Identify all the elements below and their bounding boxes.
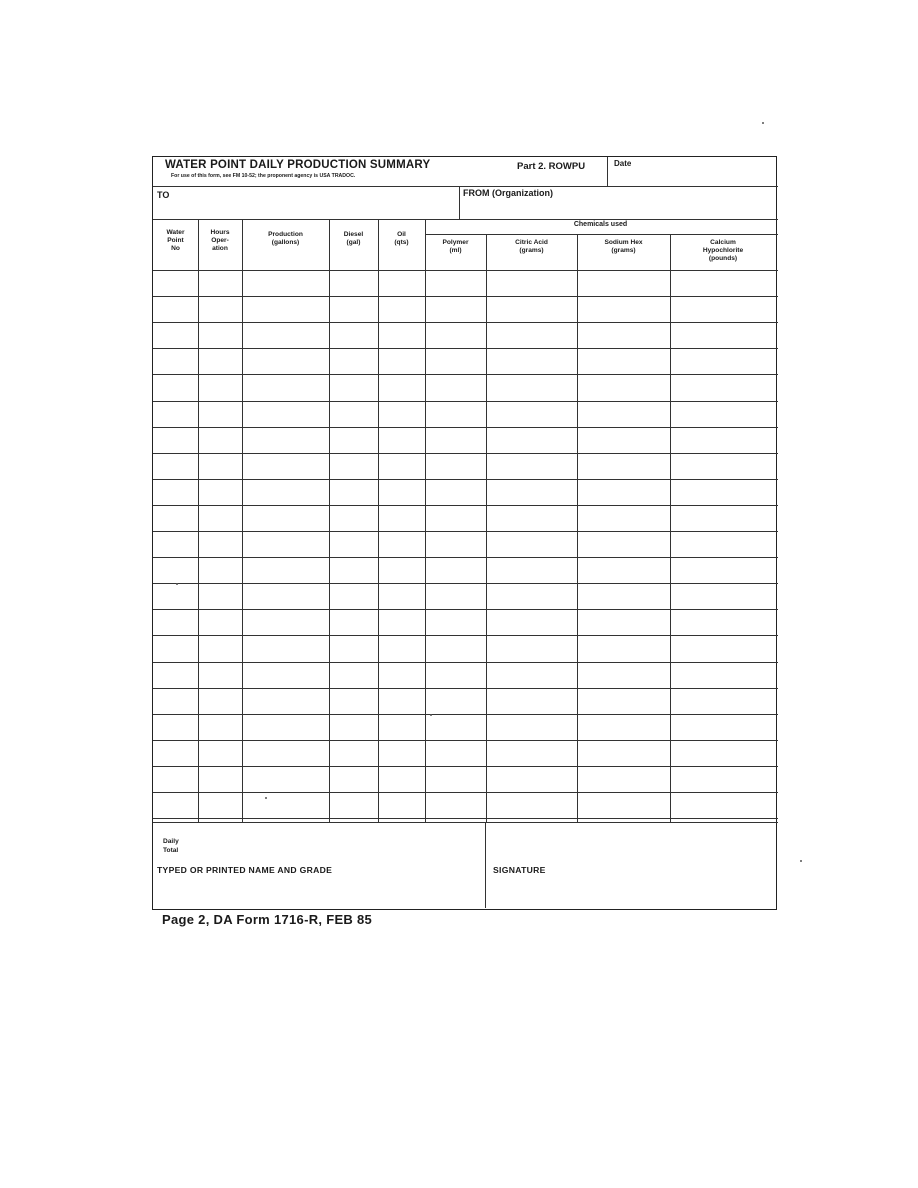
form-cell-polymer[interactable] [425, 296, 486, 322]
page-footer: Page 2, DA Form 1716-R, FEB 85 [162, 912, 373, 927]
form-cell-water-point-no[interactable] [153, 348, 198, 374]
form-cell-hours-operation[interactable] [198, 348, 242, 374]
form-cell-citric-acid[interactable] [486, 662, 577, 688]
form-cell-sodium-hex[interactable] [577, 635, 670, 661]
form-cell-calcium-hypochlorite[interactable] [670, 609, 776, 635]
form-cell-citric-acid[interactable] [486, 714, 577, 740]
daily-total-line-1: Daily [163, 838, 179, 845]
form-cell-sodium-hex[interactable] [577, 322, 670, 348]
form-cell-water-point-no[interactable] [153, 322, 198, 348]
form-cell-sodium-hex[interactable] [577, 557, 670, 583]
form-cell-sodium-hex[interactable] [577, 374, 670, 400]
form-cell-citric-acid[interactable] [486, 557, 577, 583]
form-cell-water-point-no[interactable] [153, 688, 198, 714]
form-cell-calcium-hypochlorite[interactable] [670, 583, 776, 609]
form-subtitle: For use of this form, see FM 10-52; the proponent agency is USA TRADOC. [171, 173, 356, 179]
column-header-line: (grams) [519, 247, 544, 254]
form-cell-calcium-hypochlorite[interactable] [670, 792, 776, 818]
form-cell-sodium-hex[interactable] [577, 401, 670, 427]
form-cell-water-point-no[interactable] [153, 635, 198, 661]
form-cell-polymer[interactable] [425, 688, 486, 714]
form-cell-polymer[interactable] [425, 662, 486, 688]
form-cell-oil[interactable] [378, 609, 425, 635]
form-cell-diesel[interactable] [329, 609, 378, 635]
form-cell-hours-operation[interactable] [198, 792, 242, 818]
column-header-line: Production [268, 231, 303, 238]
form-cell-water-point-no[interactable] [153, 479, 198, 505]
to-from-split [459, 186, 460, 219]
form-cell-citric-acid[interactable] [486, 374, 577, 400]
form-cell-hours-operation[interactable] [198, 609, 242, 635]
form-cell-citric-acid[interactable] [486, 401, 577, 427]
form-cell-oil[interactable] [378, 453, 425, 479]
form-cell-production[interactable] [242, 714, 329, 740]
column-header-line: (ml) [449, 247, 462, 254]
form-cell-production[interactable] [242, 635, 329, 661]
form-cell-water-point-no[interactable] [153, 557, 198, 583]
form-cell-hours-operation[interactable] [198, 427, 242, 453]
form-cell-polymer[interactable] [425, 374, 486, 400]
form-cell-polymer[interactable] [425, 714, 486, 740]
table-bottom-line [153, 822, 778, 823]
column-header-line: ation [212, 245, 228, 252]
form-cell-production[interactable] [242, 348, 329, 374]
form-cell-diesel[interactable] [329, 322, 378, 348]
form-cell-hours-operation[interactable] [198, 662, 242, 688]
form-cell-hours-operation[interactable] [198, 714, 242, 740]
form-cell-polymer[interactable] [425, 348, 486, 374]
form-cell-hours-operation[interactable] [198, 635, 242, 661]
form-cell-polymer[interactable] [425, 766, 486, 792]
form-cell-oil[interactable] [378, 270, 425, 296]
form-cell-sodium-hex[interactable] [577, 609, 670, 635]
form-cell-diesel[interactable] [329, 714, 378, 740]
title-divider [153, 186, 778, 187]
form-cell-production[interactable] [242, 792, 329, 818]
form-cell-calcium-hypochlorite[interactable] [670, 714, 776, 740]
form-cell-polymer[interactable] [425, 453, 486, 479]
scan-speck [430, 714, 432, 716]
column-header-line: (pounds) [708, 255, 738, 262]
scan-speck [800, 860, 802, 862]
form-cell-oil[interactable] [378, 479, 425, 505]
form-cell-calcium-hypochlorite[interactable] [670, 766, 776, 792]
form-cell-diesel[interactable] [329, 688, 378, 714]
form-cell-hours-operation[interactable] [198, 531, 242, 557]
form-cell-sodium-hex[interactable] [577, 296, 670, 322]
column-header-line: No [171, 245, 180, 252]
form-cell-polymer[interactable] [425, 427, 486, 453]
form-cell-oil[interactable] [378, 401, 425, 427]
form-cell-production[interactable] [242, 766, 329, 792]
form-cell-oil[interactable] [378, 662, 425, 688]
form-cell-oil[interactable] [378, 792, 425, 818]
form-cell-oil[interactable] [378, 505, 425, 531]
form-cell-citric-acid[interactable] [486, 740, 577, 766]
chemicals-used-header: Chemicals used [573, 221, 628, 228]
form-cell-sodium-hex[interactable] [577, 505, 670, 531]
form-cell-production[interactable] [242, 583, 329, 609]
form-cell-hours-operation[interactable] [198, 688, 242, 714]
form-cell-citric-acid[interactable] [486, 609, 577, 635]
form-cell-calcium-hypochlorite[interactable] [670, 348, 776, 374]
column-header-line: (qts) [394, 239, 409, 246]
form-cell-diesel[interactable] [329, 766, 378, 792]
form-cell-diesel[interactable] [329, 479, 378, 505]
form-cell-oil[interactable] [378, 714, 425, 740]
form-cell-water-point-no[interactable] [153, 296, 198, 322]
form-cell-oil[interactable] [378, 557, 425, 583]
form-cell-production[interactable] [242, 401, 329, 427]
column-line [425, 219, 426, 234]
form-cell-oil[interactable] [378, 766, 425, 792]
form-cell-polymer[interactable] [425, 505, 486, 531]
form-cell-hours-operation[interactable] [198, 270, 242, 296]
form-cell-diesel[interactable] [329, 427, 378, 453]
column-header-diesel [329, 231, 378, 247]
form-cell-production[interactable] [242, 453, 329, 479]
column-header-line: Calcium [710, 239, 736, 246]
form-cell-hours-operation[interactable] [198, 401, 242, 427]
form-cell-sodium-hex[interactable] [577, 740, 670, 766]
scan-speck [265, 797, 267, 799]
form-cell-polymer[interactable] [425, 792, 486, 818]
scan-speck [176, 583, 178, 585]
column-header-citric-acid [486, 239, 577, 255]
form-title: WATER POINT DAILY PRODUCTION SUMMARY [165, 159, 431, 171]
form-cell-hours-operation[interactable] [198, 453, 242, 479]
form-cell-citric-acid[interactable] [486, 348, 577, 374]
form-cell-citric-acid[interactable] [486, 427, 577, 453]
form-cell-sodium-hex[interactable] [577, 270, 670, 296]
form-cell-oil[interactable] [378, 635, 425, 661]
form-cell-oil[interactable] [378, 427, 425, 453]
form-cell-sodium-hex[interactable] [577, 531, 670, 557]
form-cell-citric-acid[interactable] [486, 322, 577, 348]
form-cell-sodium-hex[interactable] [577, 792, 670, 818]
signature-split [485, 822, 486, 908]
form-cell-production[interactable] [242, 662, 329, 688]
form-cell-diesel[interactable] [329, 401, 378, 427]
form-cell-production[interactable] [242, 505, 329, 531]
form-cell-water-point-no[interactable] [153, 505, 198, 531]
form-cell-calcium-hypochlorite[interactable] [670, 688, 776, 714]
column-header-line: (gal) [346, 239, 361, 246]
form-cell-calcium-hypochlorite[interactable] [670, 374, 776, 400]
form-cell-hours-operation[interactable] [198, 766, 242, 792]
column-header-line: Point [167, 237, 184, 244]
to-label: TO [157, 190, 170, 200]
column-header-line: Hypochlorite [702, 247, 744, 254]
form-cell-production[interactable] [242, 609, 329, 635]
column-header-line: Citric Acid [515, 239, 548, 246]
form-cell-citric-acid[interactable] [486, 479, 577, 505]
column-header-line: Diesel [343, 231, 364, 238]
form-cell-hours-operation[interactable] [198, 740, 242, 766]
column-header-line: (grams) [611, 247, 636, 254]
form-cell-diesel[interactable] [329, 270, 378, 296]
form-cell-citric-acid[interactable] [486, 453, 577, 479]
form-cell-production[interactable] [242, 322, 329, 348]
column-header-line: Polymer [442, 239, 469, 246]
form-cell-calcium-hypochlorite[interactable] [670, 270, 776, 296]
form-cell-diesel[interactable] [329, 296, 378, 322]
column-header-line: Oper- [211, 237, 229, 244]
form-cell-water-point-no[interactable] [153, 583, 198, 609]
form-cell-oil[interactable] [378, 583, 425, 609]
column-header-oil [378, 231, 425, 247]
form-cell-oil[interactable] [378, 374, 425, 400]
form-cell-polymer[interactable] [425, 557, 486, 583]
column-header-sodium-hex [577, 239, 670, 255]
column-header-line: Sodium Hex [604, 239, 643, 246]
form-cell-oil[interactable] [378, 740, 425, 766]
column-header-line: Hours [210, 229, 230, 236]
form-cell-calcium-hypochlorite[interactable] [670, 740, 776, 766]
form-cell-diesel[interactable] [329, 662, 378, 688]
form-cell-diesel[interactable] [329, 635, 378, 661]
column-header-water-point-no [153, 229, 198, 253]
form-cell-polymer[interactable] [425, 740, 486, 766]
form-cell-sodium-hex[interactable] [577, 583, 670, 609]
form-cell-diesel[interactable] [329, 740, 378, 766]
form-cell-calcium-hypochlorite[interactable] [670, 453, 776, 479]
form-cell-sodium-hex[interactable] [577, 688, 670, 714]
form-cell-citric-acid[interactable] [486, 792, 577, 818]
form-cell-diesel[interactable] [329, 348, 378, 374]
form-cell-water-point-no[interactable] [153, 714, 198, 740]
form-cell-citric-acid[interactable] [486, 505, 577, 531]
signature-label: SIGNATURE [493, 865, 546, 875]
form-cell-calcium-hypochlorite[interactable] [670, 479, 776, 505]
column-header-polymer [425, 239, 486, 255]
form-cell-diesel[interactable] [329, 531, 378, 557]
form-cell-oil[interactable] [378, 296, 425, 322]
form-part-label: Part 2. ROWPU [517, 161, 586, 172]
date-label: Date [614, 159, 632, 168]
form-cell-diesel[interactable] [329, 583, 378, 609]
form-cell-citric-acid[interactable] [486, 688, 577, 714]
form-cell-hours-operation[interactable] [198, 322, 242, 348]
form-cell-production[interactable] [242, 531, 329, 557]
form-cell-water-point-no[interactable] [153, 740, 198, 766]
form-cell-oil[interactable] [378, 531, 425, 557]
date-divider [607, 157, 608, 186]
scan-speck [762, 122, 764, 124]
form-cell-production[interactable] [242, 688, 329, 714]
form-cell-diesel[interactable] [329, 374, 378, 400]
form-cell-calcium-hypochlorite[interactable] [670, 296, 776, 322]
form-cell-calcium-hypochlorite[interactable] [670, 505, 776, 531]
form-cell-polymer[interactable] [425, 635, 486, 661]
form-cell-hours-operation[interactable] [198, 557, 242, 583]
form-cell-polymer[interactable] [425, 270, 486, 296]
form-cell-polymer[interactable] [425, 401, 486, 427]
form-cell-sodium-hex[interactable] [577, 766, 670, 792]
form-cell-diesel[interactable] [329, 505, 378, 531]
to-from-divider [153, 219, 778, 220]
chemicals-divider [425, 234, 778, 235]
from-label: FROM (Organization) [463, 188, 553, 198]
form-cell-water-point-no[interactable] [153, 427, 198, 453]
form-cell-polymer[interactable] [425, 609, 486, 635]
row-line [153, 818, 778, 819]
production-summary-form [152, 156, 777, 910]
form-cell-oil[interactable] [378, 322, 425, 348]
form-cell-citric-acid[interactable] [486, 531, 577, 557]
form-cell-water-point-no[interactable] [153, 374, 198, 400]
form-cell-calcium-hypochlorite[interactable] [670, 322, 776, 348]
column-header-hours-operation [198, 229, 242, 253]
form-cell-sodium-hex[interactable] [577, 348, 670, 374]
form-cell-production[interactable] [242, 479, 329, 505]
form-cell-hours-operation[interactable] [198, 296, 242, 322]
form-cell-hours-operation[interactable] [198, 374, 242, 400]
form-cell-diesel[interactable] [329, 453, 378, 479]
column-header-production [242, 231, 329, 247]
form-cell-calcium-hypochlorite[interactable] [670, 557, 776, 583]
form-cell-citric-acid[interactable] [486, 635, 577, 661]
form-cell-citric-acid[interactable] [486, 270, 577, 296]
form-cell-oil[interactable] [378, 688, 425, 714]
form-cell-sodium-hex[interactable] [577, 453, 670, 479]
form-cell-sodium-hex[interactable] [577, 479, 670, 505]
name-grade-label: TYPED OR PRINTED NAME AND GRADE [157, 865, 333, 875]
form-cell-water-point-no[interactable] [153, 401, 198, 427]
form-cell-calcium-hypochlorite[interactable] [670, 635, 776, 661]
column-header-line: (gallons) [271, 239, 300, 246]
form-cell-calcium-hypochlorite[interactable] [670, 401, 776, 427]
form-cell-hours-operation[interactable] [198, 479, 242, 505]
column-header-line: Oil [397, 231, 406, 238]
form-cell-citric-acid[interactable] [486, 296, 577, 322]
form-cell-calcium-hypochlorite[interactable] [670, 662, 776, 688]
form-cell-polymer[interactable] [425, 531, 486, 557]
form-cell-production[interactable] [242, 374, 329, 400]
form-cell-sodium-hex[interactable] [577, 427, 670, 453]
daily-total-line-2: Total [163, 847, 179, 854]
form-cell-hours-operation[interactable] [198, 583, 242, 609]
form-cell-sodium-hex[interactable] [577, 662, 670, 688]
form-cell-diesel[interactable] [329, 557, 378, 583]
form-cell-citric-acid[interactable] [486, 766, 577, 792]
form-cell-water-point-no[interactable] [153, 766, 198, 792]
form-cell-production[interactable] [242, 270, 329, 296]
form-cell-water-point-no[interactable] [153, 453, 198, 479]
form-cell-polymer[interactable] [425, 322, 486, 348]
form-cell-production[interactable] [242, 296, 329, 322]
form-cell-oil[interactable] [378, 348, 425, 374]
form-cell-production[interactable] [242, 427, 329, 453]
form-cell-polymer[interactable] [425, 583, 486, 609]
form-cell-citric-acid[interactable] [486, 583, 577, 609]
form-cell-polymer[interactable] [425, 479, 486, 505]
form-cell-hours-operation[interactable] [198, 505, 242, 531]
form-cell-calcium-hypochlorite[interactable] [670, 427, 776, 453]
form-cell-diesel[interactable] [329, 792, 378, 818]
column-header-line: Water [166, 229, 185, 236]
form-cell-water-point-no[interactable] [153, 662, 198, 688]
form-cell-calcium-hypochlorite[interactable] [670, 531, 776, 557]
form-cell-water-point-no[interactable] [153, 609, 198, 635]
column-header-calcium-hypochlorite [670, 239, 776, 263]
form-cell-production[interactable] [242, 557, 329, 583]
form-cell-water-point-no[interactable] [153, 270, 198, 296]
form-cell-sodium-hex[interactable] [577, 714, 670, 740]
form-cell-production[interactable] [242, 740, 329, 766]
daily-total-label [163, 837, 179, 855]
form-cell-water-point-no[interactable] [153, 531, 198, 557]
